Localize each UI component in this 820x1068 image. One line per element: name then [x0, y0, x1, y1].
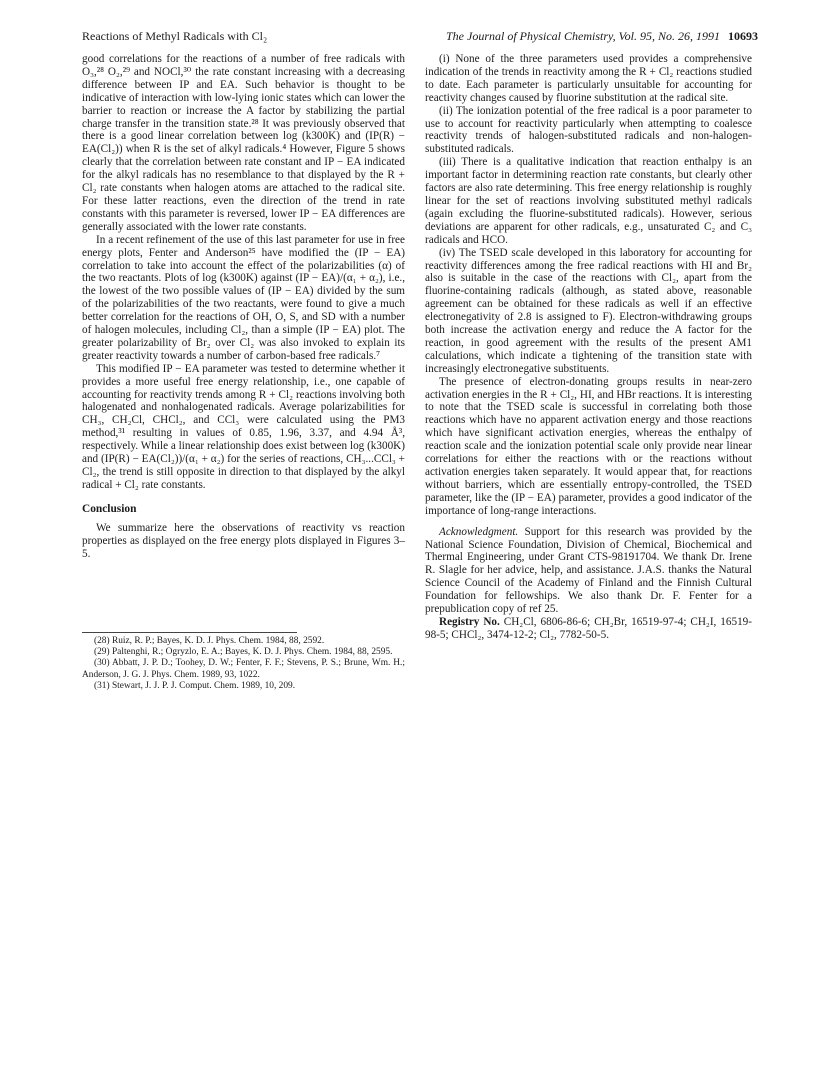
registry-numbers	[425, 616, 752, 642]
journal-citation	[446, 28, 758, 44]
acknowledgment-text: Support for this research was provided by the National Science Foundation, Division of Chemical, Biochemical and Thermal Engineering, under Grant CTS-98191704. We thank Dr. Irene R. Slagle for her advice, help, and assistance. J.A.S. thanks the Natural Science Council of the Academy of Finland and the Finnish Cultural Foundation for fellowships. We also thank Dr. F. Fenter for a prepublication copy of ref 25.	[425, 525, 753, 616]
acknowledgment-label: Acknowledgment.	[439, 525, 519, 538]
reference-28: (28) Ruiz, R. P.; Bayes, K. D. J. Phys. Chem. 1984, 88, 2592.	[94, 636, 325, 646]
conclusion-item-i: (i) None of the three parameters used provides a comprehensive indication of the trends in reactivity among the R + Cl₂ reactions studied to date. Each parameter is particularly unsuitable for accounting for reactivity changes caused by fluorine substitution at the radical site.	[425, 53, 752, 104]
registry-label: Registry No.	[439, 615, 500, 628]
references-divider	[82, 632, 297, 633]
reference-29: (29) Paltenghi, R.; Ogryzlo, E. A.; Bayes, K. D. J. Phys. Chem. 1984, 88, 2595.	[94, 647, 393, 658]
paragraph-conclusion-intro: We summarize here the observations of reactivity vs reaction properties as displayed on the free energy plots displayed in Figures 3–5.	[82, 521, 405, 560]
acknowledgment	[425, 526, 752, 616]
journal-name: The Journal of Physical Chemistry, Vol. 95, No. 26, 1991	[446, 29, 720, 43]
paragraph-ip-ea-correlation: good correlations for the reactions of a number of free radicals with O₃,²⁸ O₂,²⁹ and NOCl,³⁰ the rate constant increasing with a decreasing difference between IP and EA. Such behavior is thought to be indicative of interaction with low-lying ionic states which can lower the barrier to reaction or increase the A factor by stabilizing the partial charge transfer in the transition state.²⁸ It was previously observed that there is a good linear correlation between log (k300K) and (IP(R) − EA(Cl₂)) when R is the set of alkyl radicals.⁴ However, Figure 5 shows clearly that the correlation between rate constant and IP − EA indicated for the alkyl radicals has no resemblance to that displayed by the R + Cl₂ rate constants when halogen atoms are attached to the radical site. For these latter reactions, even the direction of the trend in rate constants with this parameter is reversed, lower IP − EA differences are generally associated with the lower rate constants.	[82, 53, 405, 233]
conclusion-item-iv: (iv) The TSED scale developed in this laboratory for accounting for reactivity differences among the free radical reactions with HI and Br₂ also is suitable in the case of the reactions with Cl₂, apart from the fluorine-containing radicals (although, as stated above, reasonable agreement can be obtained for these radicals as well if an effective electronegativity of 2.8 is assigned to F). Electron-withdrawing groups both increase the activation energy and reduce the A factor for the reaction, in good agreement with the results of the present AM1 calculations, which indicate a tightening of the transition state with increasingly electronegative substituents.	[425, 246, 752, 375]
references-list	[82, 636, 405, 692]
reference-31: (31) Stewart, J. J. P. J. Comput. Chem. 1989, 10, 209.	[94, 680, 296, 691]
running-head	[82, 28, 758, 44]
paragraph-modified-parameter: This modified IP − EA parameter was tested to determine whether it provides a more useful free energy relationship, i.e., one capable of accounting for reactivity trends among R + Cl₂ reactions involving both halogenated and nonhalogenated radicals. Average polarizabilities for CH₃, CH₂Cl, CHCl₂, and CCl₃ were calculated using the PM3 method,³¹ resulting in values of 0.85, 1.96, 3.37, and 4.94 Å³, respectively. While a linear relationship does exist between log (k300K) and (IP(R) − EA(Cl₂))/(α₁ + α₂) for the series of reactions, CH₃...CCl₃ + Cl₂, the trend is still opposite in direction to that displayed by the alkyl radical + Cl₂ rate constants.	[82, 362, 405, 491]
reference-30: (30) Abbatt, J. P. D.; Toohey, D. W.; Fenter, F. F.; Stevens, P. S.; Brune, Wm. H.; Anderson, J. G. J. Phys. Chem. 1989, 93, 1022.	[82, 658, 405, 680]
right-column	[425, 53, 752, 642]
paragraph-polarizability: In a recent refinement of the use of this last parameter for use in free energy plots, Fenter and Anderson²⁵ have modified the (IP − EA) correlation to take into account the effect of the polarizabilities (α) of the two reactants. Plots of log (k300K) against (IP − EA)/(α₁ + α₂), i.e., the lowest of the two possible values of (IP − EA) divided by the sum of the polarizabilities of the two reactants, were found to give a much better correlation for the reactions of OH, O, S, and SD with a number of halogen molecules, including Cl₂, than a simple (IP − EA) plot. The greater polarizability of Br₂ over Cl₂ was also invoked to explain its greater reactivity towards a number of carbon-based free radicals.⁷	[82, 233, 405, 362]
left-column	[82, 53, 405, 560]
conclusion-item-iii: (iii) There is a qualitative indication that reaction enthalpy is an important factor in determining reaction rate constants, but clearly other factors are also rate determining. This free energy relationship is roughly linear for the set of reactions involving substituted methyl radicals (again excluding the fluorine-substituted radicals). However, serious deviations are apparent for other radicals, e.g., unsaturated C₂ and C₃ radicals and HCO.	[425, 156, 752, 246]
article-short-title: Reactions of Methyl Radicals with Cl₂	[82, 29, 268, 43]
page-number: 10693	[728, 29, 758, 43]
conclusion-item-ii: (ii) The ionization potential of the free radical is a poor parameter to use to account for reactivity particularly when attempting to coalesce reactivity trends of halogen-substituted radicals and non-halogen-substituted radicals.	[425, 104, 752, 156]
conclusion-heading: Conclusion	[82, 502, 137, 515]
paragraph-electron-donating: The presence of electron-donating groups results in near-zero activation energies in the R + Cl₂, HI, and HBr reactions. It is interesting to note that the TSED scale is successful in correlating both those reactions which have no apparent activation energy and those reactions which have significant activation energies, whereas the enthalpy of reaction scale and the ionization potential scale only provide near linear correlations for either the reactions with or the reactions without activation energies taken separately. It would appear that, for reactions without barriers, which are essentially entropy-controlled, the TSED parameter, like the (IP − EA) parameter, provides a good indicator of the importance of long-range interactions.	[425, 375, 752, 517]
registry-text: CH₂Cl, 6806-86-6; CH₂Br, 16519-97-4; CH₂I, 16519-98-5; CHCl₂, 3474-12-2; Cl₂, 7782-50-5.	[425, 615, 752, 641]
